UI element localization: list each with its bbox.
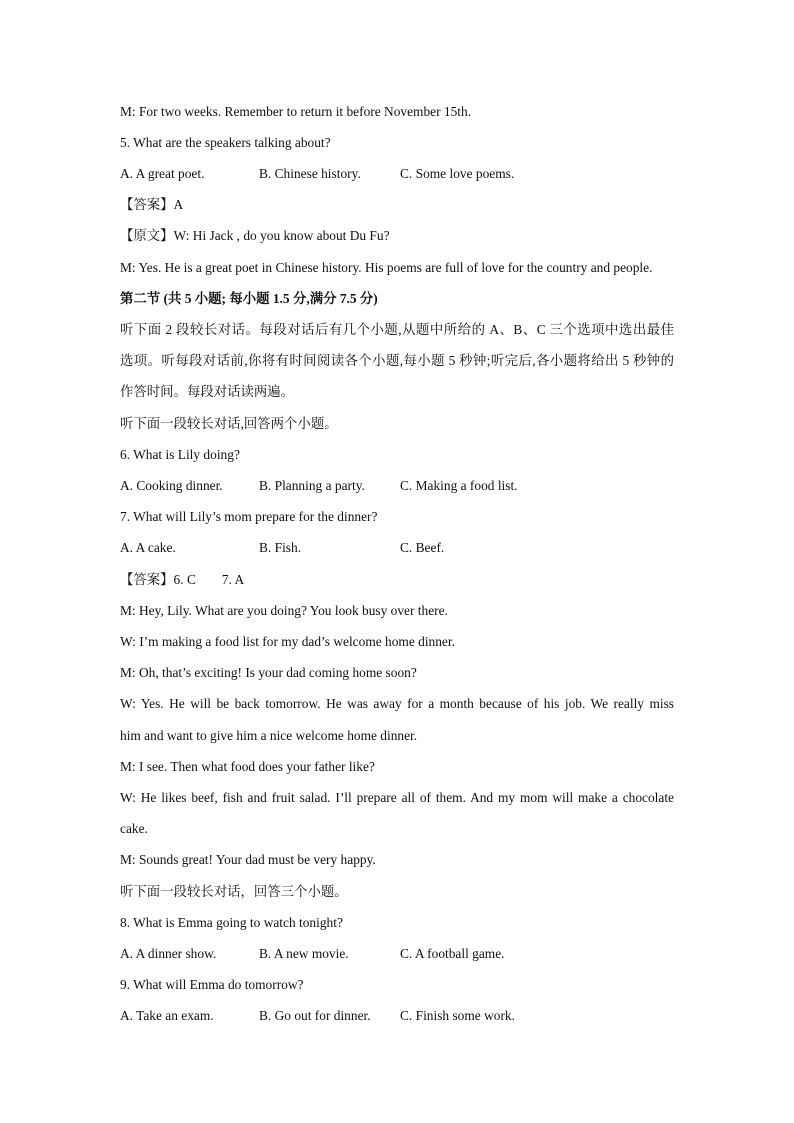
dialogue-line-continued: cake.	[120, 821, 148, 836]
question-7-options	[120, 538, 680, 558]
question-5: 5. What are the speakers talking about?	[120, 135, 331, 150]
dialogue-line: M: Oh, that’s exciting! Is your dad coming home soon?	[120, 665, 417, 680]
question-6-options	[120, 476, 680, 496]
question-9: 9. What will Emma do tomorrow?	[120, 977, 304, 992]
option-c: C. Making a food list.	[400, 478, 518, 493]
question-8-options	[120, 944, 680, 964]
dialogue-line: M: Sounds great! Your dad must be very happy.	[120, 852, 376, 867]
section-heading: 第二节 (共 5 小题; 每小题 1.5 分,满分 7.5 分)	[120, 291, 378, 306]
dialogue-line: W: Yes. He will be back tomorrow. He was away for a month because of his job. We really miss	[120, 696, 674, 711]
answer-6: 【答案】6. C	[120, 572, 196, 587]
question-7: 7. What will Lily’s mom prepare for the dinner?	[120, 509, 378, 524]
answer-5: 【答案】A	[120, 197, 184, 212]
option-c: C. A football game.	[400, 946, 505, 961]
dialogue-line: W: He likes beef, fish and fruit salad. I’ll prepare all of them. And my mom will make a chocolate	[120, 790, 674, 805]
dialogue-line: M: For two weeks. Remember to return it before November 15th.	[120, 104, 472, 119]
question-9-options	[120, 1006, 680, 1026]
option-c: C. Beef.	[400, 540, 445, 555]
option-b: B. Chinese history.	[259, 166, 361, 181]
dialogue-line: W: I’m making a food list for my dad’s welcome home dinner.	[120, 634, 455, 649]
dialogue-line-continued: him and want to give him a nice welcome home dinner.	[120, 728, 418, 743]
question-8: 8. What is Emma going to watch tonight?	[120, 915, 343, 930]
question-5-options	[120, 164, 680, 184]
instructions-line-3: 作答时间。每段对话读两遍。	[120, 384, 295, 399]
option-b: B. A new movie.	[259, 946, 349, 961]
dialogue-line: M: Yes. He is a great poet in Chinese history. His poems are full of love for the country and people.	[120, 260, 653, 275]
option-c: C. Some love poems.	[400, 166, 515, 181]
dialogue-line: M: I see. Then what food does your father like?	[120, 759, 375, 774]
option-a: A. Cooking dinner.	[120, 478, 223, 493]
option-b: B. Planning a party.	[259, 478, 365, 493]
passage-intro-2: 听下面一段较长对话，回答三个小题。	[120, 884, 348, 899]
option-a: A. A cake.	[120, 540, 176, 555]
answer-6-7	[120, 570, 244, 590]
answer-7: 7. A	[221, 572, 245, 587]
option-b: B. Go out for dinner.	[259, 1008, 371, 1023]
option-a: A. Take an exam.	[120, 1008, 214, 1023]
option-a: A. A great poet.	[120, 166, 205, 181]
question-6: 6. What is Lily doing?	[120, 447, 240, 462]
dialogue-line: M: Hey, Lily. What are you doing? You look busy over there.	[120, 603, 448, 618]
option-a: A. A dinner show.	[120, 946, 217, 961]
option-b: B. Fish.	[259, 540, 302, 555]
passage-intro-1: 听下面一段较长对话,回答两个小题。	[120, 416, 338, 431]
instructions-line-1: 听下面 2 段较长对话。每段对话后有几个小题,从题中所给的 A、B、C 三个选项中选出最佳	[120, 322, 674, 337]
transcript-5: 【原文】W: Hi Jack , do you know about Du Fu?	[120, 228, 390, 243]
instructions-line-2: 选项。听每段对话前,你将有时间阅读各个小题,每小题 5 秒钟;听完后,各小题将给出 5 秒钟的	[120, 353, 674, 368]
option-c: C. Finish some work.	[400, 1008, 515, 1023]
